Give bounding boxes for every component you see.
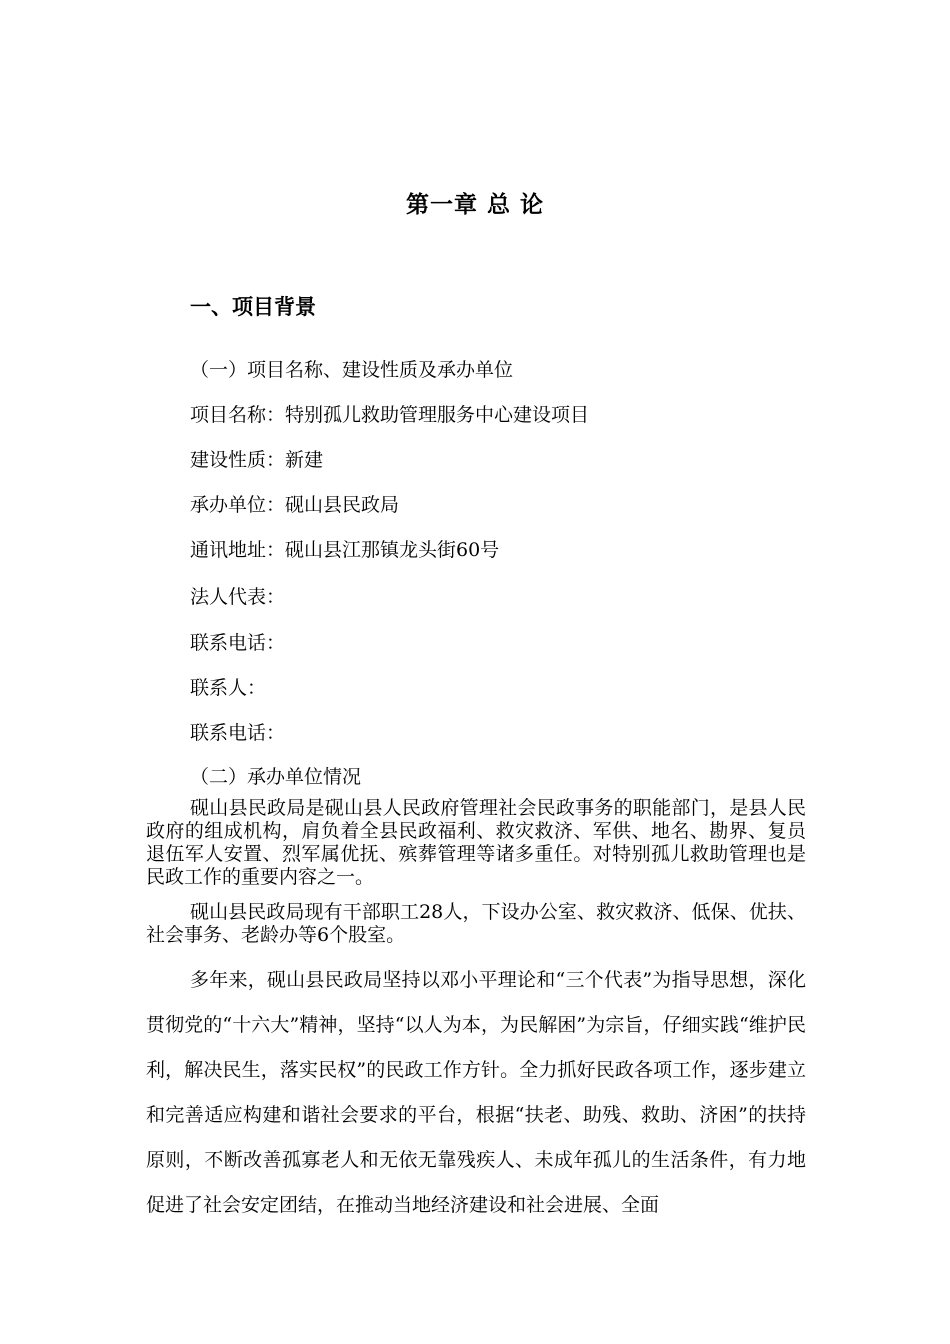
contact-person-line: 联系人： bbox=[190, 677, 267, 699]
body-paragraph-1: 砚山县民政局是砚山县人民政府管理社会民政事务的职能部门，是县人民政府的组成机构，肩负着全县民政福利、救灾救济、军供、地名、勘界、复员退伍军人安置、烈军属优抚、殡葬管理等诸多重任。对特别孤儿救助管理也是民政工作的重要内容之一。 bbox=[146, 797, 806, 888]
body-paragraph-3: 多年来，砚山县民政局坚持以邓小平理论和“三个代表”为指导思想，深化贯彻党的“十六大”精神，坚持“以人为本，为民解困”为宗旨，仔细实践“维护民利，解决民生，落实民权”的民政工作方针。全力抓好民政各项工作，逐步建立和完善适应构建和谐社会要求的平台，根据“扶老、助残、救助、济困”的扶持原则，不断改善孤寡老人和无依无靠残疾人、未成年孤儿的生活条件，有力地促进了社会安定团结，在推动当地经济建设和社会进展、全面 bbox=[146, 969, 806, 1216]
subsection-heading-1: （一）项目名称、建设性质及承办单位 bbox=[190, 359, 514, 381]
chapter-title: 第一章 总 论 bbox=[405, 191, 544, 218]
section-title: 一、项目背景 bbox=[190, 294, 316, 319]
phone-line-2: 联系电话： bbox=[190, 722, 286, 744]
project-name-line: 项目名称：特别孤儿救助管理服务中心建设项目 bbox=[190, 404, 590, 426]
legal-representative-line: 法人代表： bbox=[190, 586, 286, 608]
host-unit-line: 承办单位：砚山县民政局 bbox=[190, 494, 400, 516]
address-line: 通讯地址：砚山县江那镇龙头街60号 bbox=[190, 539, 500, 561]
construction-nature-line: 建设性质：新建 bbox=[190, 449, 324, 471]
subsection-heading-2: （二）承办单位情况 bbox=[190, 766, 362, 788]
body-paragraph-2: 砚山县民政局现有干部职工28人，下设办公室、救灾救济、低保、优扶、社会事务、老龄办等6个股室。 bbox=[146, 901, 806, 946]
phone-line-1: 联系电话： bbox=[190, 632, 286, 654]
